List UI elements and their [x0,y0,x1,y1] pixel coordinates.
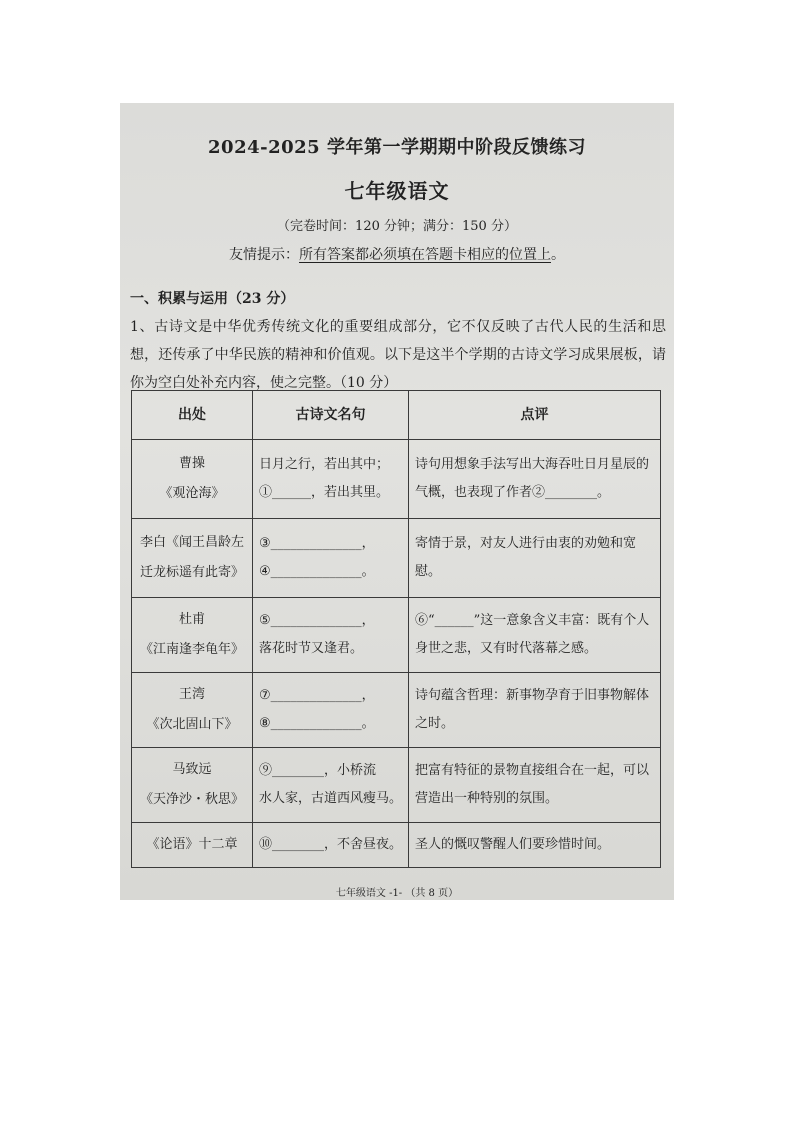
row-lines [253,748,409,823]
source-line: 杜甫 [178,612,205,627]
row-lines [253,598,409,673]
row-lines [253,823,409,868]
tip [120,244,674,264]
table-row [132,440,661,519]
tip-label: 友情提示： [229,247,299,263]
question-text: 1、古诗文是中华优秀传统文化的重要组成部分，它不仅反映了古代人民的生活和思想，还传承了中华民族的精神和价值观。以下是这半个学期的古诗文学习成果展板，请你为空白处补充内容，使之完整。（10 分） [130,319,666,391]
poem-line: ③______________， [259,536,375,551]
poem-line: ①______，若出其里。 [259,485,390,500]
time-info: （完卷时间：120 分钟；满分：150 分） [277,219,517,234]
exam-subtitle: 七年级语文 [344,179,450,203]
table-row [132,748,661,823]
row-source [132,440,253,519]
row-source [132,673,253,748]
row-source [132,748,253,823]
row-comment: 诗句用想象手法写出大海吞吐日月星辰的气概，也表现了作者②________。 [409,440,661,519]
tip-body: 所有答案都必须填在答题卡相应的位置上 [299,247,551,263]
page-footer: 七年级语文 -1- （共 8 页） [335,888,459,899]
source-line: 曹操 [178,456,205,471]
row-comment: 诗句蕴含哲理：新事物孕育于旧事物解体之时。 [409,673,661,748]
source-line: 王湾 [178,687,205,702]
tip-end: 。 [551,247,565,263]
row-lines [253,673,409,748]
exam-title: 2024-2025 学年第一学期期中阶段反馈练习 [208,137,586,158]
row-source [132,823,253,868]
table-header-row [132,391,661,440]
row-comment: 寄情于景，对友人进行由衷的劝勉和宽慰。 [409,519,661,598]
source-line: 《天净沙・秋思》 [139,792,244,807]
poem-line: ⑨________，小桥流 [259,763,377,778]
source-line: 《次北固山下》 [146,717,238,732]
row-comment: 把富有特征的景物直接组合在一起，可以营造出一种特别的氛围。 [409,748,661,823]
section-heading: 一、积累与运用（23 分） [130,291,295,307]
poem-line: ④______________。 [259,564,375,579]
source-line: 《论语》十二章 [146,837,238,852]
table-row [132,673,661,748]
table-row [132,519,661,598]
poem-line: ⑧______________。 [259,716,375,731]
table-row [132,598,661,673]
source-line: 迁龙标遥有此寄》 [139,565,244,580]
header-comment: 点评 [409,391,661,440]
header-lines: 古诗文名句 [253,391,409,440]
header-source: 出处 [132,391,253,440]
row-comment: 圣人的慨叹警醒人们要珍惜时间。 [409,823,661,868]
source-line: 马致远 [172,762,212,777]
poem-line: ⑦______________， [259,688,375,703]
poem-line: 落花时节又逢君。 [259,641,364,656]
source-line: 李白《闻王昌龄左 [139,535,244,550]
poem-line: ⑤______________， [259,613,375,628]
source-line: 《观沧海》 [159,486,225,501]
source-line: 《江南逢李龟年》 [139,642,244,657]
exam-paper [120,103,674,900]
poem-line: 日月之行，若出其中； [259,457,390,472]
row-source [132,598,253,673]
table-row [132,823,661,868]
row-lines [253,519,409,598]
poem-table [131,390,661,868]
poem-line: 水人家，古道西风瘦马。 [259,791,403,806]
poem-line: ⑩________，不舍昼夜。 [259,837,403,852]
row-source [132,519,253,598]
row-lines [253,440,409,519]
row-comment: ⑥“______”这一意象含义丰富：既有个人身世之悲，又有时代落幕之感。 [409,598,661,673]
